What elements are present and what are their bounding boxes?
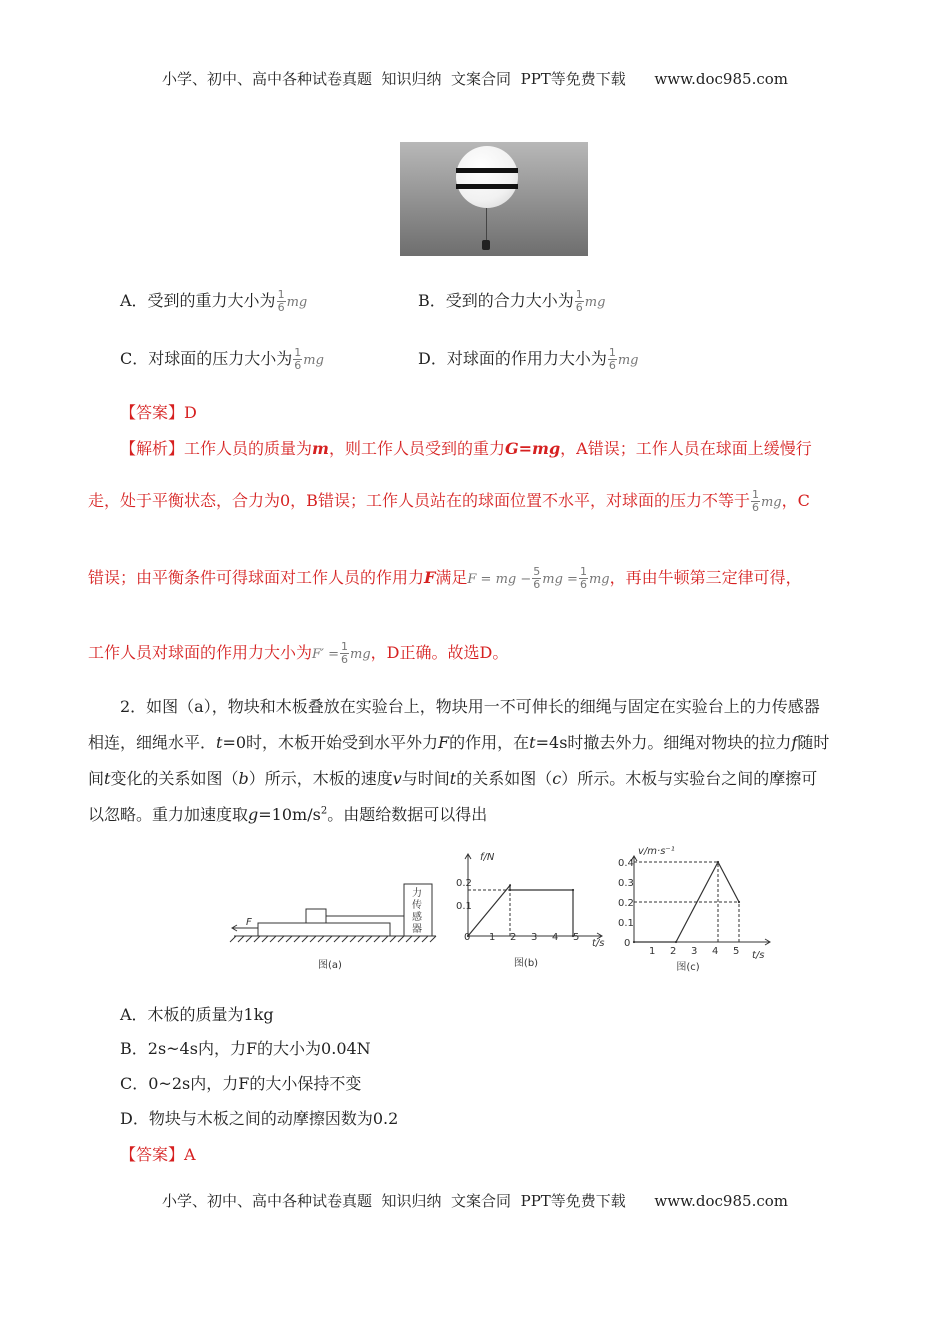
sensor-char-2: 传 (412, 900, 422, 911)
data-point (717, 861, 718, 862)
data-point (675, 941, 676, 942)
q2-stem-line-2: 相连，细绳水平．t=0时，木板开始受到水平外力F的作用，在t=4s时撤去外力。细绳对物块的拉力f随时 (88, 733, 830, 752)
figure-c-caption: 图(c) (676, 962, 700, 973)
data-point (509, 885, 510, 886)
fig-c-xtick-4: 4 (712, 946, 719, 957)
fig-c-xtick-5: 5 (733, 946, 740, 957)
balloon-image (456, 146, 518, 208)
fig-c-xtick-1: 1 (649, 946, 656, 957)
fig-b-xtick-2: 2 (510, 932, 517, 943)
fig-b-ytick-02: 0.2 (456, 878, 472, 889)
block (306, 909, 326, 923)
page-footer: 小学、初中、高中各种试卷真题 知识归纳 文案合同 PPT等免费下载 www.doc985.com (161, 1192, 788, 1210)
balloon-photo (400, 142, 588, 256)
fig-c-xtick-3: 3 (691, 946, 698, 957)
fig-c-ytick-01: 0.1 (618, 918, 634, 929)
data-point (738, 901, 739, 902)
sensor-char-1: 力 (412, 888, 422, 899)
fig-b-xlabel: t/s (592, 938, 605, 949)
figure-a-caption: 图(a) (318, 960, 342, 971)
q2-stem-line-3: 间t变化的关系如图（b）所示，木板的速度v与时间t的关系如图（c）所示。木板与实验台之间的摩擦可 (88, 769, 818, 788)
fig-b-xtick-3: 3 (531, 932, 538, 943)
q2-stem-line-1: 2．如图（a），物块和木板叠放在实验台上，物块用一不可伸长的细绳与固定在实验台上的力传感器 (120, 697, 820, 716)
q1-answer: 【答案】D (120, 403, 197, 422)
figure-a (226, 870, 438, 972)
fig-b-xtick-4: 4 (552, 932, 559, 943)
q1-analysis-line-1: 【解析】工作人员的质量为m，则工作人员受到的重力G=mg，A错误；工作人员在球面上缓慢行 (120, 439, 812, 458)
q2-option-a: A．木板的质量为1kg (120, 1005, 274, 1024)
fig-c-ytick-0: 0 (624, 938, 631, 949)
q1-option-b: B．受到的合力大小为 $\frac{1}{6}$ mg (418, 288, 606, 314)
figure-c (614, 840, 774, 976)
fig-b-ylabel: f/N (480, 852, 495, 863)
q1-option-c: C．对球面的压力大小为 $\frac{1}{6}$ mg (120, 346, 324, 372)
q1-option-d: D．对球面的作用力大小为 $\frac{1}{6}$ mg (418, 346, 639, 372)
data-point (572, 889, 573, 890)
series-line (468, 885, 573, 936)
fig-c-ylabel: v/m·s⁻¹ (638, 846, 675, 857)
q1-analysis-line-3: 错误；由平衡条件可得球面对工作人员的作用力F满足F = mg − $\frac{5}{6}$ mg = $\frac{1}{6}$ mg，再由牛顿第三定律可得， (88, 565, 802, 591)
q1-analysis-line-4: 工作人员对球面的作用力大小为F′ = $\frac{1}{6}$ mg，D正确。故选D。 (88, 640, 509, 666)
sensor-char-3: 感 (412, 912, 422, 923)
q1-option-a: A．受到的重力大小为 $\frac{1}{6}$ mg (120, 288, 308, 314)
wood-board (258, 923, 390, 936)
fig-b-xtick-0: 0 (464, 932, 471, 943)
fig-c-xlabel: t/s (752, 950, 765, 961)
figure-b (452, 846, 608, 970)
data-point (509, 889, 510, 890)
fig-b-xtick-5: 5 (573, 932, 580, 943)
force-label: F (246, 917, 252, 928)
fig-c-xtick-2: 2 (670, 946, 677, 957)
fig-b-xtick-1: 1 (489, 932, 496, 943)
q1-analysis-line-2: 走，处于平衡状态，合力为0，B错误；工作人员站在的球面位置不水平，对球面的压力不等于 $\frac{1}{6}$ mg，C (88, 488, 810, 514)
fig-c-ytick-02: 0.2 (618, 898, 634, 909)
q2-option-d: D．物块与木板之间的动摩擦因数为0.2 (120, 1109, 399, 1128)
fig-b-ytick-01: 0.1 (456, 901, 472, 912)
q2-option-c: C．0~2s内，力F的大小保持不变 (120, 1074, 362, 1093)
data-point (633, 941, 634, 942)
q2-stem-line-4: 以忽略。重力加速度取$g=10m/s^2$。由题给数据可以得出 (88, 805, 488, 824)
figure-b-caption: 图(b) (513, 958, 539, 969)
q2-answer: 【答案】A (120, 1145, 196, 1164)
sensor-char-4: 器 (412, 924, 422, 935)
fig-c-ytick-03: 0.3 (618, 878, 634, 889)
fig-c-ytick-04: 0.4 (618, 858, 634, 869)
q2-option-b: B．2s~4s内，力F的大小为0.04N (120, 1039, 371, 1058)
ground-hatch (230, 936, 436, 942)
page-header: 小学、初中、高中各种试卷真题 知识归纳 文案合同 PPT等免费下载 www.doc985.com (161, 70, 788, 88)
